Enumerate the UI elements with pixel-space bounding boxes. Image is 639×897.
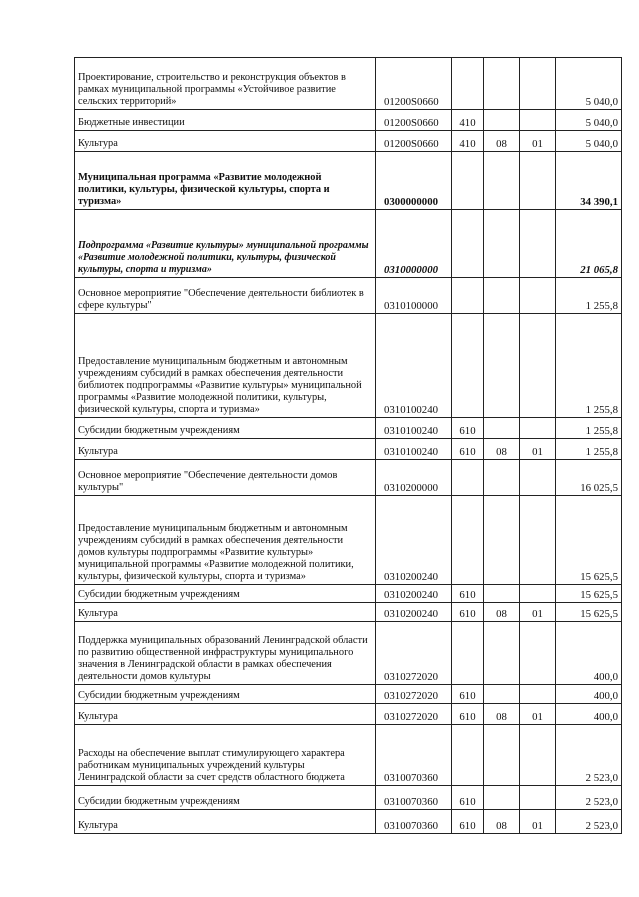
row-vr: 610 bbox=[452, 439, 484, 460]
row-vr bbox=[452, 496, 484, 585]
row-pr bbox=[520, 786, 556, 810]
table-row bbox=[75, 585, 622, 603]
table-row bbox=[75, 131, 622, 152]
row-csr: 01200S0660 bbox=[376, 110, 452, 131]
row-csr: 0310000000 bbox=[376, 210, 452, 278]
row-sum: 2 523,0 bbox=[556, 810, 622, 834]
row-pr bbox=[520, 152, 556, 210]
row-sum: 34 390,1 bbox=[556, 152, 622, 210]
row-vr bbox=[452, 622, 484, 685]
row-csr: 0310100240 bbox=[376, 439, 452, 460]
row-sum: 5 040,0 bbox=[556, 110, 622, 131]
row-name: Подпрограмма «Развитие культуры» муниципальной программы «Развитие молодежной политики, культуры, физической культуры, спорта и туризма» bbox=[75, 210, 376, 278]
row-vr bbox=[452, 58, 484, 110]
row-name: Субсидии бюджетным учреждениям bbox=[75, 786, 376, 810]
row-sum: 15 625,5 bbox=[556, 603, 622, 622]
row-sum: 16 025,5 bbox=[556, 460, 622, 496]
row-rz bbox=[484, 496, 520, 585]
row-pr: 01 bbox=[520, 603, 556, 622]
row-vr bbox=[452, 210, 484, 278]
row-rz bbox=[484, 418, 520, 439]
row-sum: 1 255,8 bbox=[556, 314, 622, 418]
row-name: Проектирование, строительство и реконструкция объектов в рамках муниципальной программы «Устойчивое развитие сельских территорий» bbox=[75, 58, 376, 110]
table-row bbox=[75, 110, 622, 131]
row-csr: 0310100240 bbox=[376, 418, 452, 439]
row-name: Культура bbox=[75, 704, 376, 725]
row-rz bbox=[484, 622, 520, 685]
row-vr: 610 bbox=[452, 685, 484, 704]
row-name: Предоставление муниципальным бюджетным и автономным учреждениям субсидий в рамках обеспечения деятельности библиотек подпрограммы «Развитие культуры» муниципальной программы «Развитие молодежной политики, культуры, физической культуры, спорта и туризма» bbox=[75, 314, 376, 418]
row-name: Основное мероприятие "Обеспечение деятельности домов культуры" bbox=[75, 460, 376, 496]
row-csr: 0310272020 bbox=[376, 685, 452, 704]
row-csr: 0310070360 bbox=[376, 786, 452, 810]
table-row bbox=[75, 685, 622, 704]
row-vr bbox=[452, 725, 484, 786]
row-rz: 08 bbox=[484, 603, 520, 622]
table-row bbox=[75, 439, 622, 460]
row-pr: 01 bbox=[520, 131, 556, 152]
row-vr: 410 bbox=[452, 110, 484, 131]
row-name: Культура bbox=[75, 810, 376, 834]
row-name: Субсидии бюджетным учреждениям bbox=[75, 585, 376, 603]
row-vr bbox=[452, 278, 484, 314]
row-csr: 01200S0660 bbox=[376, 58, 452, 110]
row-vr bbox=[452, 152, 484, 210]
row-pr bbox=[520, 278, 556, 314]
row-pr: 01 bbox=[520, 439, 556, 460]
row-name: Культура bbox=[75, 603, 376, 622]
row-vr: 610 bbox=[452, 603, 484, 622]
table-row bbox=[75, 725, 622, 786]
row-pr bbox=[520, 210, 556, 278]
row-sum: 21 065,8 bbox=[556, 210, 622, 278]
row-csr: 0310070360 bbox=[376, 725, 452, 786]
row-rz: 08 bbox=[484, 704, 520, 725]
row-pr bbox=[520, 496, 556, 585]
row-rz: 08 bbox=[484, 131, 520, 152]
row-pr bbox=[520, 622, 556, 685]
table-row bbox=[75, 622, 622, 685]
row-sum: 2 523,0 bbox=[556, 786, 622, 810]
row-rz bbox=[484, 210, 520, 278]
row-csr: 0310200240 bbox=[376, 585, 452, 603]
row-rz bbox=[484, 314, 520, 418]
row-sum: 2 523,0 bbox=[556, 725, 622, 786]
row-pr: 01 bbox=[520, 704, 556, 725]
row-rz bbox=[484, 152, 520, 210]
row-pr bbox=[520, 685, 556, 704]
row-name: Муниципальная программа «Развитие молодежной политики, культуры, физической культуры, спорта и туризма» bbox=[75, 152, 376, 210]
row-sum: 400,0 bbox=[556, 704, 622, 725]
row-name: Бюджетные инвестиции bbox=[75, 110, 376, 131]
row-rz: 08 bbox=[484, 439, 520, 460]
row-sum: 1 255,8 bbox=[556, 418, 622, 439]
row-rz bbox=[484, 585, 520, 603]
row-csr: 0310070360 bbox=[376, 810, 452, 834]
row-csr: 0310272020 bbox=[376, 622, 452, 685]
row-rz: 08 bbox=[484, 810, 520, 834]
row-rz bbox=[484, 786, 520, 810]
row-csr: 0310200000 bbox=[376, 460, 452, 496]
row-vr: 610 bbox=[452, 418, 484, 439]
row-name: Культура bbox=[75, 439, 376, 460]
row-rz bbox=[484, 725, 520, 786]
table-row bbox=[75, 58, 622, 110]
row-rz bbox=[484, 58, 520, 110]
row-pr bbox=[520, 58, 556, 110]
row-rz bbox=[484, 110, 520, 131]
table-row bbox=[75, 786, 622, 810]
row-name: Культура bbox=[75, 131, 376, 152]
row-vr: 610 bbox=[452, 786, 484, 810]
row-sum: 400,0 bbox=[556, 685, 622, 704]
row-vr: 410 bbox=[452, 131, 484, 152]
row-vr: 610 bbox=[452, 704, 484, 725]
table-row bbox=[75, 460, 622, 496]
row-csr: 0310200240 bbox=[376, 496, 452, 585]
table-row bbox=[75, 810, 622, 834]
row-vr bbox=[452, 460, 484, 496]
row-csr: 01200S0660 bbox=[376, 131, 452, 152]
row-sum: 15 625,5 bbox=[556, 496, 622, 585]
row-pr bbox=[520, 110, 556, 131]
row-name: Поддержка муниципальных образований Ленинградской области по развитию общественной инфраструктуры муниципального значения в Ленинградской области в рамках обеспечения деятельности домов культуры bbox=[75, 622, 376, 685]
row-csr: 0310200240 bbox=[376, 603, 452, 622]
table-row bbox=[75, 418, 622, 439]
row-name: Субсидии бюджетным учреждениям bbox=[75, 418, 376, 439]
row-vr: 610 bbox=[452, 810, 484, 834]
table-row bbox=[75, 704, 622, 725]
row-pr bbox=[520, 460, 556, 496]
row-rz bbox=[484, 685, 520, 704]
table-row bbox=[75, 210, 622, 278]
budget-table bbox=[74, 57, 622, 834]
table-row bbox=[75, 314, 622, 418]
row-rz bbox=[484, 460, 520, 496]
row-name: Предоставление муниципальным бюджетным и автономным учреждениям субсидий в рамках обеспечения деятельности домов культуры подпрограммы «Развитие культуры» муниципальной программы «Развитие молодежной политики, культуры, физической культуры, спорта и туризма» bbox=[75, 496, 376, 585]
table-row bbox=[75, 496, 622, 585]
row-sum: 5 040,0 bbox=[556, 131, 622, 152]
row-pr bbox=[520, 418, 556, 439]
row-name: Расходы на обеспечение выплат стимулирующего характера работникам муниципальных учреждений культуры Ленинградской области за счет средств областного бюджета bbox=[75, 725, 376, 786]
table-row bbox=[75, 278, 622, 314]
row-pr bbox=[520, 314, 556, 418]
row-pr bbox=[520, 725, 556, 786]
row-sum: 1 255,8 bbox=[556, 439, 622, 460]
row-csr: 0310100000 bbox=[376, 278, 452, 314]
row-rz bbox=[484, 278, 520, 314]
row-vr: 610 bbox=[452, 585, 484, 603]
row-name: Основное мероприятие "Обеспечение деятельности библиотек в сфере культуры" bbox=[75, 278, 376, 314]
row-csr: 0310100240 bbox=[376, 314, 452, 418]
row-pr bbox=[520, 585, 556, 603]
table-row bbox=[75, 152, 622, 210]
row-sum: 400,0 bbox=[556, 622, 622, 685]
row-csr: 0310272020 bbox=[376, 704, 452, 725]
row-sum: 15 625,5 bbox=[556, 585, 622, 603]
row-sum: 1 255,8 bbox=[556, 278, 622, 314]
row-vr bbox=[452, 314, 484, 418]
table-row bbox=[75, 603, 622, 622]
row-name: Субсидии бюджетным учреждениям bbox=[75, 685, 376, 704]
row-csr: 0300000000 bbox=[376, 152, 452, 210]
row-sum: 5 040,0 bbox=[556, 58, 622, 110]
row-pr: 01 bbox=[520, 810, 556, 834]
